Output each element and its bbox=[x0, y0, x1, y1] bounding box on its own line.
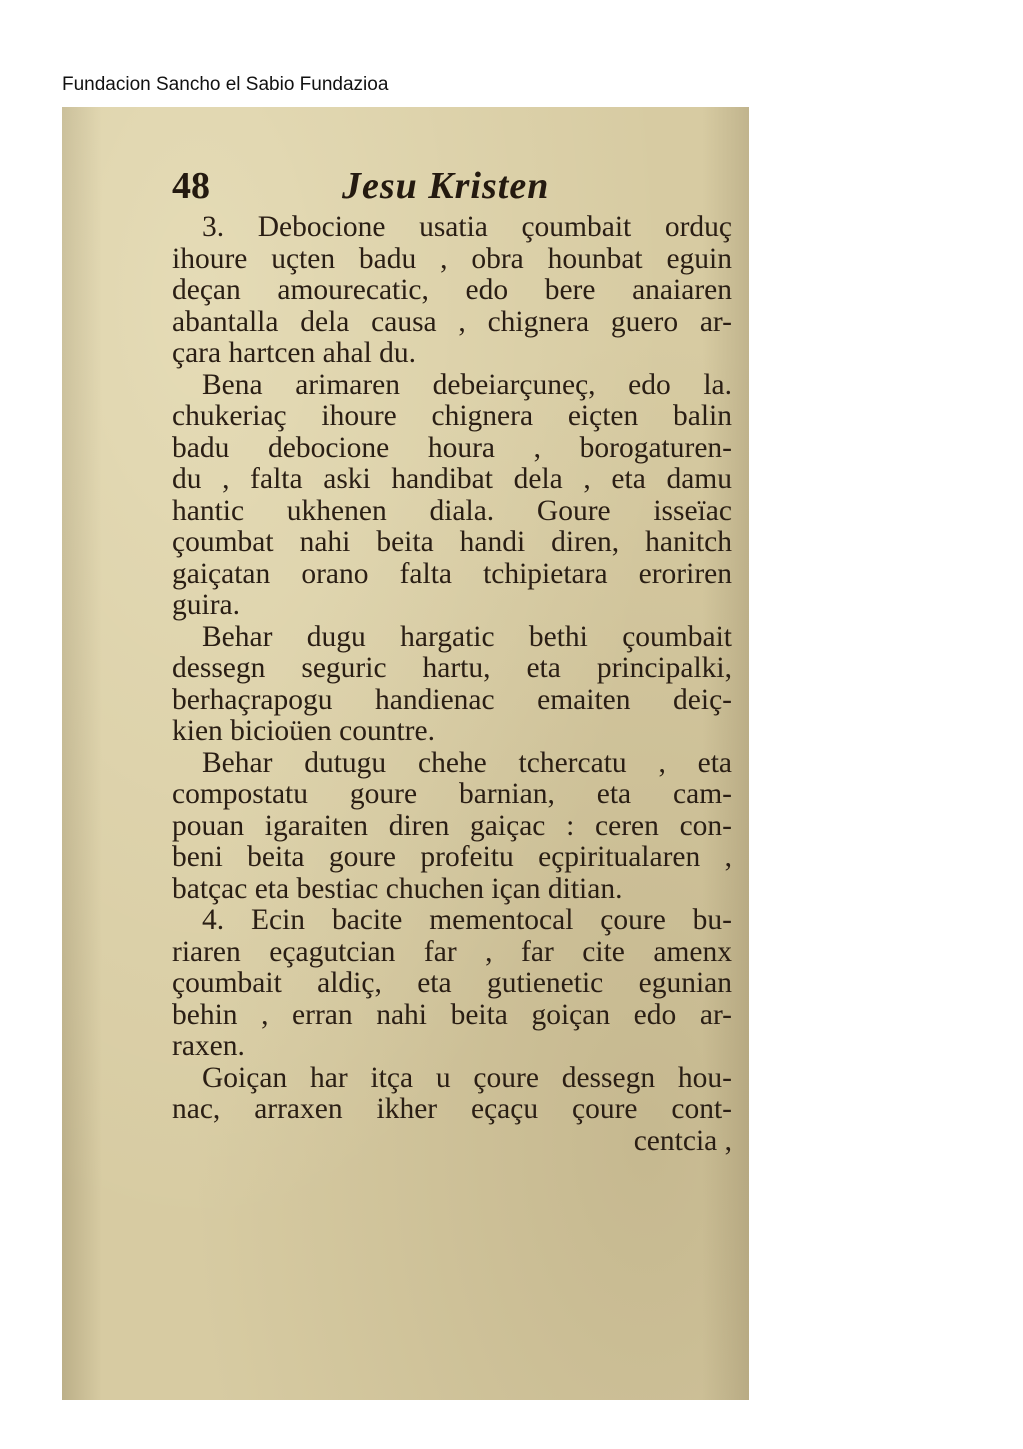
text-line: du , falta aski handibat dela , eta damu bbox=[172, 463, 732, 495]
text-line: ihoure uçten badu , obra hounbat eguin bbox=[172, 242, 732, 275]
text-line: çara hartcen ahal du. bbox=[172, 337, 417, 369]
text-line: guira. bbox=[172, 589, 240, 621]
watermark-text: Fundacion Sancho el Sabio Fundazioa bbox=[62, 74, 389, 95]
text-line: dessegn seguric hartu, eta principalki, bbox=[172, 652, 732, 684]
text-line: batçac eta bestiac chuchen içan ditian. bbox=[172, 872, 623, 905]
text-line: Behar dutugu chehe tchercatu , eta bbox=[202, 746, 732, 779]
text-line: gaiçatan orano falta tchipietara eroriren bbox=[172, 557, 732, 590]
text-line: riaren eçagutcian far , far cite amenx bbox=[172, 935, 732, 968]
page-content bbox=[172, 162, 732, 1157]
text-line: pouan igaraiten diren gaiçac : ceren con- bbox=[172, 809, 732, 842]
text-line: nac, arraxen ikher eçaçu çoure cont- bbox=[172, 1093, 732, 1125]
text-line: çoumbait aldiç, eta gutienetic egunian bbox=[172, 967, 732, 999]
text-line: 3. Debocione usatia çoumbait orduç bbox=[202, 211, 732, 243]
text-line: berhaçrapogu handienac emaiten deiç- bbox=[172, 683, 732, 716]
body-text bbox=[172, 212, 732, 1157]
text-line: chukeriaç ihoure chignera eiçten balin bbox=[172, 400, 732, 432]
page-number: 48 bbox=[172, 165, 210, 207]
text-line: badu debocione houra , borogaturen- bbox=[172, 431, 732, 464]
scanned-page bbox=[62, 107, 749, 1400]
text-line: hantic ukhenen diala. Goure isseïac bbox=[172, 494, 732, 527]
text-line: Goiçan har itça u çoure dessegn hou- bbox=[202, 1061, 732, 1094]
text-line: abantalla dela causa , chignera guero ar- bbox=[172, 305, 732, 338]
text-line: raxen. bbox=[172, 1030, 245, 1062]
text-line: Bena arimaren debeiarçuneç, edo la. bbox=[202, 368, 732, 401]
text-line: behin , erran nahi beita goiçan edo ar- bbox=[172, 998, 732, 1031]
text-line: kien bicioüen countre. bbox=[172, 715, 435, 747]
running-title: Jesu Kristen bbox=[342, 165, 550, 207]
text-line: 4. Ecin bacite mementocal çoure bu- bbox=[202, 904, 732, 936]
text-line: Behar dugu hargatic bethi çoumbait bbox=[202, 620, 732, 653]
text-line: compostatu goure barnian, eta cam- bbox=[172, 778, 732, 810]
text-line: beni beita goure profeitu eçpiritualaren , bbox=[172, 841, 732, 873]
text-line: deçan amourecatic, edo bere anaiaren bbox=[172, 274, 732, 306]
text-line: centcia , bbox=[633, 1124, 732, 1157]
text-line: çoumbat nahi beita handi diren, hanitch bbox=[172, 526, 732, 558]
running-head bbox=[172, 162, 732, 210]
